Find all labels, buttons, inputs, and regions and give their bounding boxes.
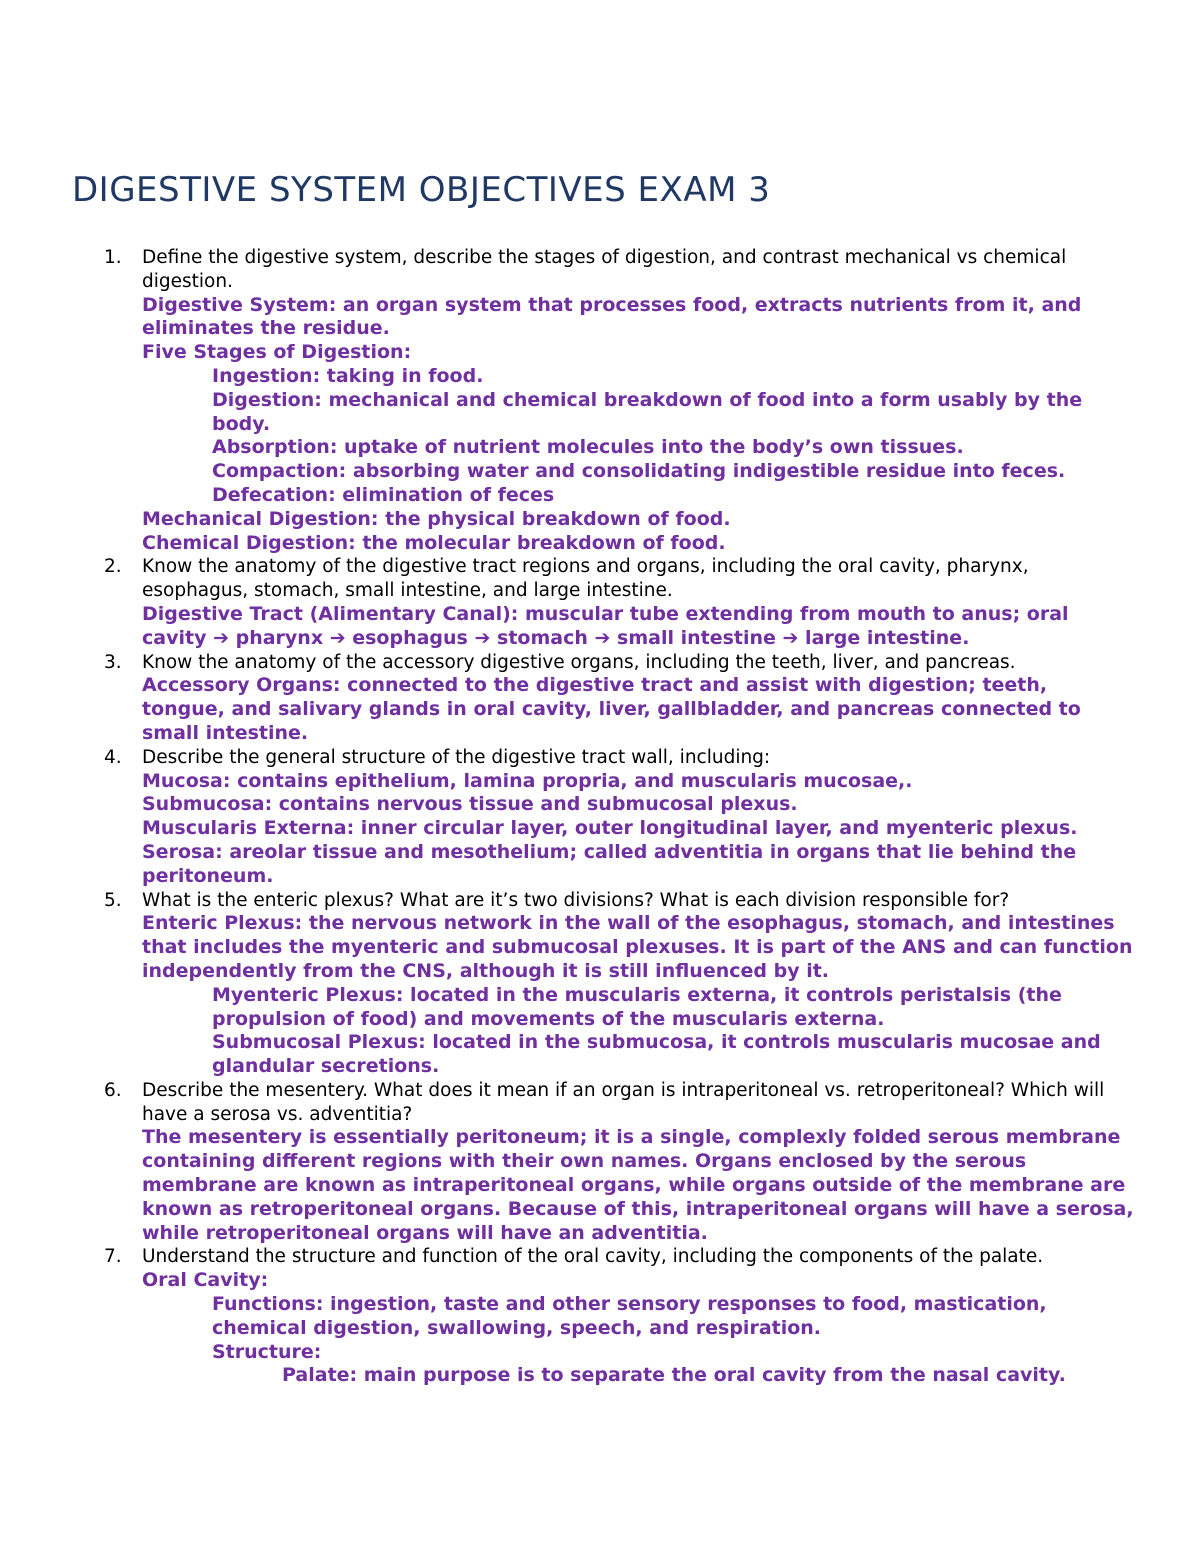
list-item xyxy=(104,746,1134,889)
item-number: 1. xyxy=(104,247,122,268)
list-item xyxy=(104,1079,1134,1246)
answer-text: Muscularis Externa: inner circular layer, outer longitudinal layer, and myenteric plexus. xyxy=(142,817,1078,840)
item-number: 4. xyxy=(104,746,122,768)
question-text: Understand the structure and function of the oral cavity, including the components of the palate. xyxy=(142,1246,1044,1268)
answer-text: Mechanical Digestion: the physical breakdown of food. xyxy=(142,507,731,530)
list-item xyxy=(104,651,1134,746)
question-text: Describe the general structure of the digestive tract wall, including: xyxy=(142,746,771,768)
answer-text: Serosa: areolar tissue and mesothelium; called adventitia in organs that lie behind the peritoneum. xyxy=(142,840,1077,887)
item-number: 5. xyxy=(104,889,122,911)
list-item xyxy=(104,246,1134,555)
list-item xyxy=(104,889,1134,1079)
question-text: Know the anatomy of the accessory digestive organs, including the teeth, liver, and pancreas. xyxy=(142,651,1016,673)
objectives-list xyxy=(104,246,1134,1388)
item-number: 6. xyxy=(104,1079,122,1101)
list-item xyxy=(104,1245,1134,1388)
answer-text: Digestive System: an organ system that processes food, extracts nutrients from it, and eliminates the residue. xyxy=(142,293,1082,340)
question-text: Know the anatomy of the digestive tract regions and organs, including the oral cavity, pharynx, esophagus, stomach, small intestine, and large intestine. xyxy=(142,556,1029,602)
item-number: 3. xyxy=(104,651,122,673)
answer-subitem: Compaction: absorbing water and consolidating indigestible residue into feces. xyxy=(212,460,1066,483)
answer-subitem: Functions: ingestion, taste and other sensory responses to food, mastication, chemical digestion, swallowing, speech, and respiration. xyxy=(212,1293,1047,1339)
question-text: Describe the mesentery. What does it mean if an organ is intraperitoneal vs. retroperitoneal? Which will have a serosa vs. adventitia? xyxy=(142,1079,1105,1125)
answer-subitem: Defecation: elimination of feces xyxy=(212,483,555,506)
answer-subitem: Myenteric Plexus: located in the muscularis externa, it controls peristalsis (the propulsion of food) and movements of the muscularis externa. xyxy=(212,983,1062,1030)
answer-subitem: Ingestion: taking in food. xyxy=(212,364,484,387)
answer-text: Mucosa: contains epithelium, lamina propria, and muscularis mucosae,. xyxy=(142,769,913,792)
answer-text: Enteric Plexus: the nervous network in the wall of the esophagus, stomach, and intestines that includes the myenteric and submucosal plexuses. It is part of the ANS and can function independently from the CNS, although it is still influenced by it. xyxy=(142,912,1133,982)
question-text: What is the enteric plexus? What are it’s two divisions? What is each division responsible for? xyxy=(142,889,1010,911)
answer-text: Five Stages of Digestion: xyxy=(142,341,412,364)
answer-subitem: Absorption: uptake of nutrient molecules into the body’s own tissues. xyxy=(212,436,964,459)
list-item xyxy=(104,555,1134,650)
answer-subitem: Digestion: mechanical and chemical breakdown of food into a form usably by the body. xyxy=(212,388,1083,435)
item-number: 2. xyxy=(104,556,122,578)
answer-text: Oral Cavity: xyxy=(142,1269,269,1292)
answer-subitem: Palate: main purpose is to separate the oral cavity from the nasal cavity. xyxy=(282,1364,1066,1387)
answer-subitem: Submucosal Plexus: located in the submucosa, it controls muscularis mucosae and glandular secretions. xyxy=(212,1031,1101,1078)
question-text: Define the digestive system, describe the stages of digestion, and contrast mechanical vs chemical digestion. xyxy=(142,247,1067,292)
answer-text: Submucosa: contains nervous tissue and submucosal plexus. xyxy=(142,793,798,816)
answer-subitem: Structure: xyxy=(212,1340,322,1363)
answer-text: Digestive Tract (Alimentary Canal): muscular tube extending from mouth to anus; oral cavity ➔ pharynx ➔ esophagus ➔ stomach ➔ small intestine ➔ large intestine. xyxy=(142,602,1069,649)
answer-text: Chemical Digestion: the molecular breakdown of food. xyxy=(142,531,726,554)
document-title: DIGESTIVE SYSTEM OBJECTIVES EXAM 3 xyxy=(72,170,771,210)
answer-text: Accessory Organs: connected to the digestive tract and assist with digestion; teeth, tongue, and salivary glands in oral cavity, liver, gallbladder, and pancreas connected to small intestine. xyxy=(142,674,1081,744)
item-number: 7. xyxy=(104,1246,122,1268)
answer-text: The mesentery is essentially peritoneum; it is a single, complexly folded serous membrane containing different regions with their own names. Organs enclosed by the serous membrane are known as intraperitoneal organs, while organs outside of the membrane are known as retroperitoneal organs. Because of this, intraperitoneal organs will have a serosa, while retroperitoneal organs will have an adventitia. xyxy=(142,1126,1134,1244)
